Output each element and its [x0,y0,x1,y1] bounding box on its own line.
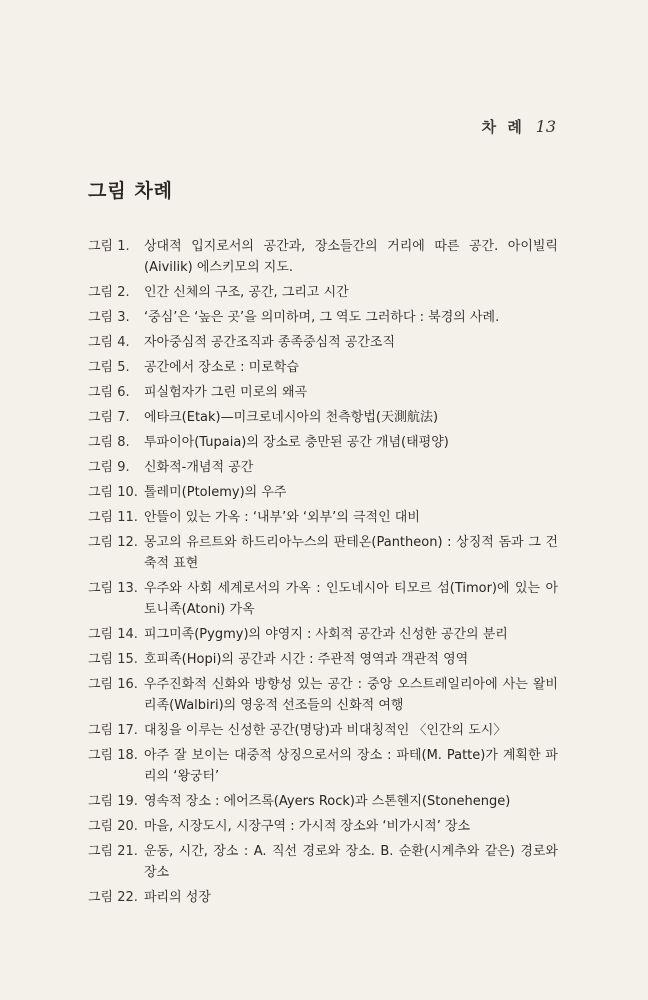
figure-number: 그림 20. [88,819,138,834]
figure-number: 그림 14. [88,627,138,642]
figure-caption: 자아중심적 공간조직과 종족중심적 공간조직 [144,335,395,350]
figure-number: 그림 2. [88,285,130,300]
list-item [88,407,558,428]
figure-caption: 아주 잘 보이는 대중적 상징으로서의 장소 : 파테(M. Patte)가 계획한 파리의 ‘왕궁터’ [144,748,558,784]
list-item [88,236,558,278]
header-title: 차 례 [481,118,525,136]
figure-number: 그림 5. [88,360,130,375]
figure-caption: 상대적 입지로서의 공간과, 장소들간의 거리에 따른 공간. 아이빌릭(Aivilik) 에스키모의 지도. [144,239,558,275]
figure-caption: 에타크(Etak)—미크로네시아의 천측항법(天測航法) [144,410,439,425]
list-item [88,720,558,741]
figure-caption: 몽고의 유르트와 하드리아누스의 판테온(Pantheon) : 상징적 돔과 그 건축적 표현 [144,535,558,571]
list-item [88,791,558,812]
figure-caption: 우주와 사회 세계로서의 가옥 : 인도네시아 티모르 섬(Timor)에 있는 아토니족(Atoni) 가옥 [144,581,558,617]
figure-number: 그림 11. [88,510,138,525]
list-item [88,282,558,303]
list-item [88,578,558,620]
figure-number: 그림 4. [88,335,130,350]
list-item [88,532,558,574]
list-item [88,382,558,403]
figure-number: 그림 3. [88,310,130,325]
list-item [88,507,558,528]
figure-number: 그림 13. [88,581,138,596]
figure-caption: 운동, 시간, 장소 : A. 직선 경로와 장소. B. 순환(시계추와 같은) 경로와 장소 [144,844,558,880]
figure-number: 그림 12. [88,535,138,550]
figure-caption: 파리의 성장 [144,890,211,905]
page-number: 13 [535,117,556,136]
figure-caption: 투파이아(Tupaia)의 장소로 충만된 공간 개념(태평양) [144,435,449,450]
figure-number: 그림 15. [88,652,138,667]
figure-caption: 공간에서 장소로 : 미로학습 [144,360,299,375]
figure-caption: 영속적 장소 : 에어즈록(Ayers Rock)과 스톤헨지(Stonehenge) [144,794,511,809]
figure-caption: 신화적-개념적 공간 [144,460,254,475]
figure-caption: 인간 신체의 구조, 공간, 그리고 시간 [144,285,349,300]
figure-number: 그림 7. [88,410,130,425]
figure-caption: 호피족(Hopi)의 공간과 시간 : 주관적 영역과 객관적 영역 [144,652,469,667]
figure-number: 그림 6. [88,385,130,400]
list-item [88,624,558,645]
running-header [482,116,556,137]
list-item [88,457,558,478]
list-item [88,674,558,716]
figure-number: 그림 8. [88,435,130,450]
figure-number: 그림 22. [88,890,138,905]
figure-list [88,236,558,912]
figure-number: 그림 1. [88,239,130,254]
figure-number: 그림 10. [88,485,138,500]
figure-caption: 피그미족(Pygmy)의 야영지 : 사회적 공간과 신성한 공간의 분리 [144,627,508,642]
list-item [88,307,558,328]
figure-caption: 피실험자가 그린 미로의 왜곡 [144,385,308,400]
list-item [88,649,558,670]
list-item [88,357,558,378]
figure-number: 그림 17. [88,723,138,738]
figure-caption: 안뜰이 있는 가옥 : ‘내부’와 ‘외부’의 극적인 대비 [144,510,420,525]
figure-number: 그림 21. [88,844,138,859]
figure-caption: 우주진화적 신화와 방향성 있는 공간 : 중앙 오스트레일리아에 사는 왈비리족(Walbiri)의 영웅적 선조들의 신화적 여행 [144,677,558,713]
figure-number: 그림 19. [88,794,138,809]
list-item [88,482,558,503]
list-item [88,745,558,787]
figure-number: 그림 16. [88,677,138,692]
figure-caption: 대칭을 이루는 신성한 공간(명당)과 비대칭적인 〈인간의 도시〉 [144,723,507,738]
figure-number: 그림 18. [88,748,138,763]
list-item [88,816,558,837]
list-item [88,332,558,353]
list-item [88,887,558,908]
figure-caption: 톨레미(Ptolemy)의 우주 [144,485,287,500]
list-item [88,432,558,453]
list-item [88,841,558,883]
figure-number: 그림 9. [88,460,130,475]
figure-caption: ‘중심’은 ‘높은 곳’을 의미하며, 그 역도 그러하다 : 북경의 사례. [144,310,500,325]
section-title: 그림 차례 [88,180,174,202]
figure-caption: 마을, 시장도시, 시장구역 : 가시적 장소와 ‘비가시적’ 장소 [144,819,471,834]
